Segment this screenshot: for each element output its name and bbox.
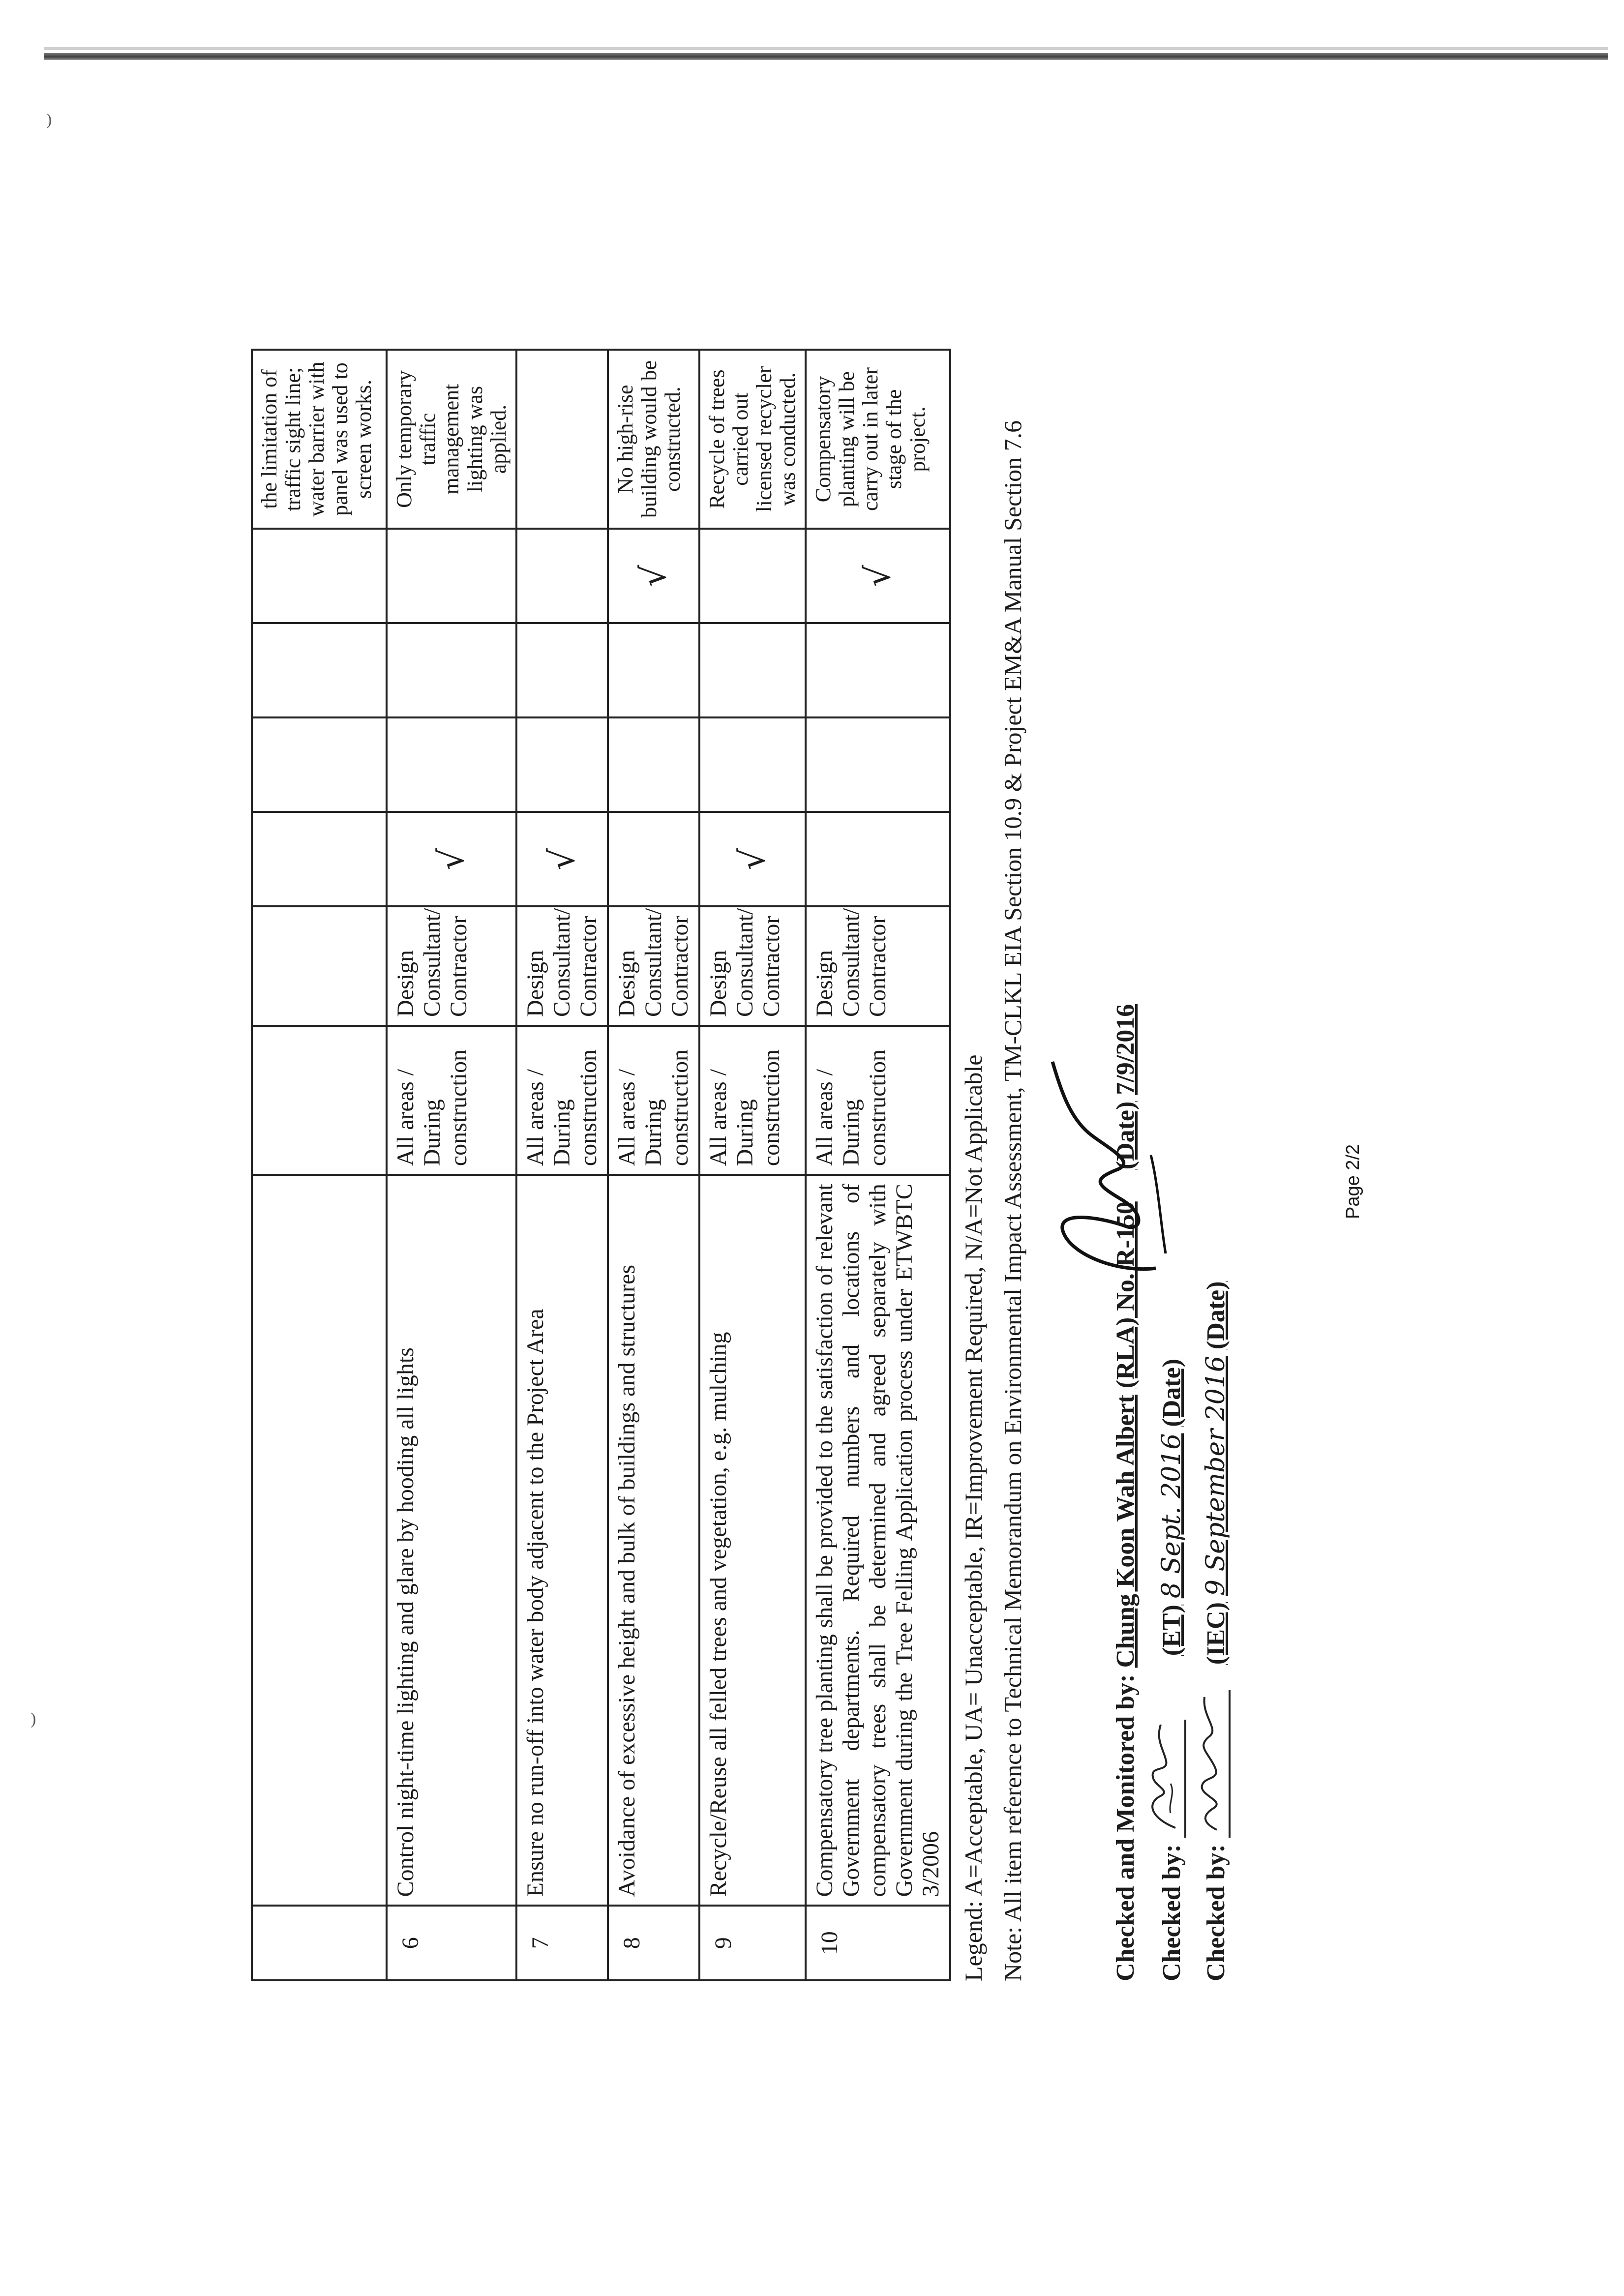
table-row bbox=[387, 350, 516, 1980]
status-na-cell: √ bbox=[806, 529, 950, 623]
monitored-date-label: (Date) bbox=[1112, 1101, 1140, 1170]
agent-cell: Design Consultant/ Contractor bbox=[806, 906, 950, 1026]
scan-speck: ) bbox=[30, 1710, 36, 1728]
item-number: 6 bbox=[387, 1906, 516, 1980]
remark-cell: Compensatory planting will be carry out in later stage of the project. bbox=[806, 350, 950, 529]
table-cell bbox=[252, 717, 387, 812]
rla-signature bbox=[1033, 1052, 1190, 1283]
et-role: (ET) bbox=[1158, 1605, 1186, 1656]
remark-cell: Recycle of trees carried out licensed recycler was conducted. bbox=[699, 350, 806, 529]
measure-cell: Control night-time lighting and glare by hooding all lights bbox=[387, 1175, 516, 1906]
agent-cell: Design Consultant/ Contractor bbox=[516, 906, 608, 1026]
table-row bbox=[516, 350, 608, 1980]
table-cell bbox=[252, 906, 387, 1026]
iec-checked-line bbox=[1200, 1281, 1231, 1981]
location-cell: All areas / During construction bbox=[608, 1026, 699, 1175]
table-cell bbox=[252, 529, 387, 623]
table-row bbox=[252, 350, 387, 1980]
status-ir-cell bbox=[699, 717, 806, 812]
et-checked-label: Checked by: bbox=[1158, 1844, 1186, 1981]
location-cell: All areas / During construction bbox=[387, 1026, 516, 1175]
status-a-cell: √ bbox=[516, 812, 608, 906]
legend-text: Legend: A=Acceptable, UA= Unacceptable, IR=Improvement Required, N/A=Not Applicable bbox=[960, 1054, 987, 1981]
status-ua-cell bbox=[516, 623, 608, 717]
item-number: 8 bbox=[608, 1906, 699, 1980]
status-a-cell: √ bbox=[699, 812, 806, 906]
monitored-by-role: (RLA) No. R-150 bbox=[1112, 1201, 1140, 1389]
status-ua-cell bbox=[699, 623, 806, 717]
et-date-label: (Date) bbox=[1158, 1359, 1186, 1427]
item-number: 10 bbox=[806, 1906, 950, 1980]
table-row bbox=[806, 350, 950, 1980]
table-cell bbox=[252, 1906, 387, 1980]
status-a-cell: √ bbox=[387, 812, 516, 906]
agent-cell: Design Consultant/ Contractor bbox=[608, 906, 699, 1026]
table-cell bbox=[252, 812, 387, 906]
status-ir-cell bbox=[387, 717, 516, 812]
reference-note: Note: All item reference to Technical Memorandum on Environmental Impact Assessment, TM-CLKL EIA Section 10.9 & Project EM&A Manual Section 7.6 bbox=[999, 420, 1026, 1981]
measure-cell: Recycle/Reuse all felled trees and vegetation, e.g. mulching bbox=[699, 1175, 806, 1906]
table-cell bbox=[252, 1175, 387, 1906]
mitigation-checklist-table bbox=[251, 349, 951, 1981]
table-cell bbox=[252, 1026, 387, 1175]
iec-date-label: (Date) bbox=[1202, 1281, 1230, 1350]
status-ir-cell bbox=[806, 717, 950, 812]
table-row bbox=[608, 350, 699, 1980]
status-na-cell bbox=[699, 529, 806, 623]
et-date-handwritten: 8 Sept. 2016 bbox=[1157, 1433, 1186, 1599]
status-na-cell: √ bbox=[608, 529, 699, 623]
remark-cell: the limitation of traffic sight line; water barrier with panel was used to screen works. bbox=[252, 350, 387, 529]
measure-cell: Avoidance of excessive height and bulk of buildings and structures bbox=[608, 1175, 699, 1906]
monitored-date: 7/9/2016 bbox=[1112, 1004, 1140, 1095]
remark-cell bbox=[516, 350, 608, 529]
status-ir-cell bbox=[608, 717, 699, 812]
monitored-by-label: Checked and Monitored by: bbox=[1112, 1674, 1140, 1981]
status-ua-cell bbox=[387, 623, 516, 717]
status-a-cell bbox=[608, 812, 699, 906]
remark-cell: Only temporary traffic management lighting was applied. bbox=[387, 350, 516, 529]
item-number: 7 bbox=[516, 1906, 608, 1980]
measure-cell: Compensatory tree planting shall be provided to the satisfaction of relevant Government departments. Required numbers and locations of compensatory trees shall be determined and agreed separately with Government during the Tree Felling Application process under ETWBTC 3/2006 bbox=[806, 1175, 950, 1906]
iec-role: (IEC) bbox=[1202, 1602, 1230, 1665]
status-a-cell bbox=[806, 812, 950, 906]
table-cell bbox=[252, 623, 387, 717]
status-na-cell bbox=[387, 529, 516, 623]
measure-cell: Ensure no run-off into water body adjacent to the Project Area bbox=[516, 1175, 608, 1906]
location-cell: All areas / During construction bbox=[699, 1026, 806, 1175]
status-ir-cell bbox=[516, 717, 608, 812]
iec-signature-field bbox=[1200, 1690, 1231, 1838]
et-checked-line bbox=[1156, 1359, 1186, 1981]
iec-checked-label: Checked by: bbox=[1202, 1844, 1230, 1981]
status-ua-cell bbox=[806, 623, 950, 717]
et-signature bbox=[1141, 1720, 1185, 1833]
page-number: Page 2/2 bbox=[1343, 1144, 1363, 1219]
scan-speck: ) bbox=[46, 111, 52, 129]
status-ua-cell bbox=[608, 623, 699, 717]
monitored-by-name: Chung Koon Wah Albert bbox=[1112, 1395, 1140, 1668]
iec-date-handwritten: 9 September 2016 bbox=[1201, 1356, 1231, 1596]
iec-signature bbox=[1187, 1692, 1229, 1835]
location-cell: All areas / During construction bbox=[516, 1026, 608, 1175]
agent-cell: Design Consultant/ Contractor bbox=[387, 906, 516, 1026]
et-signature-field bbox=[1156, 1720, 1186, 1838]
location-cell: All areas / During construction bbox=[806, 1026, 950, 1175]
status-na-cell bbox=[516, 529, 608, 623]
remark-cell: No high-rise building would be constructed. bbox=[608, 350, 699, 529]
table-row bbox=[699, 350, 806, 1980]
item-number: 9 bbox=[699, 1906, 806, 1980]
agent-cell: Design Consultant/ Contractor bbox=[699, 906, 806, 1026]
